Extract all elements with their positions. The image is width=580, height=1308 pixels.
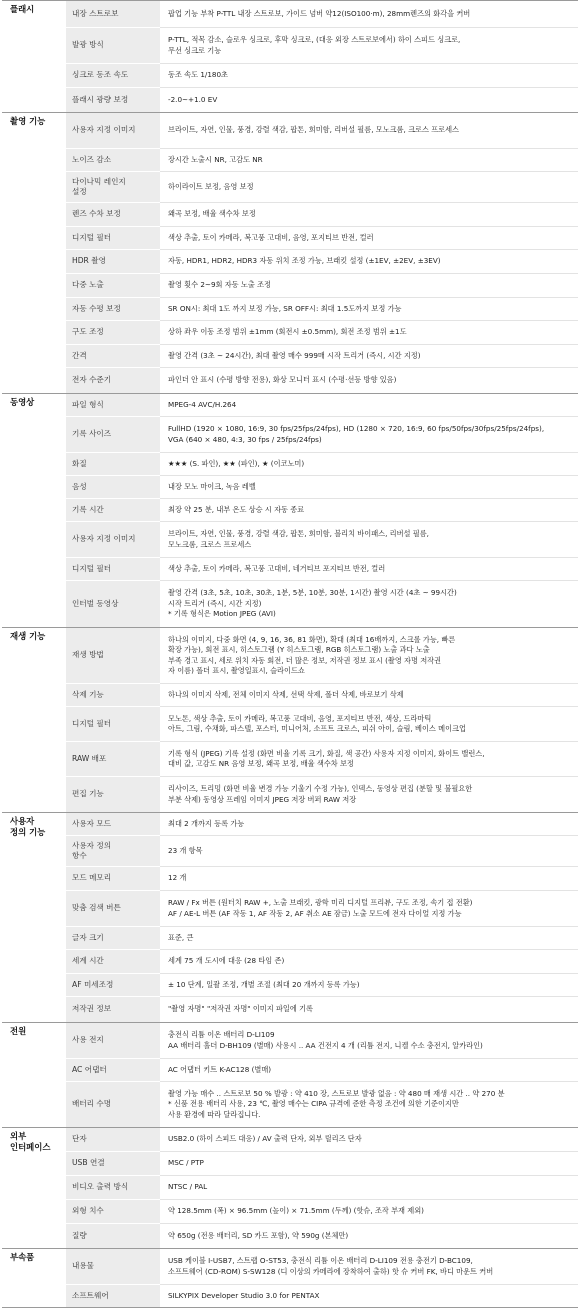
spec-value: 내장 모노 마이크, 녹음 레벨 [160,476,578,499]
spec-value: 12 개 [160,867,578,891]
spec-label: 외형 치수 [66,1200,160,1224]
spec-label: HDR 촬영 [66,250,160,274]
spec-label: 저작권 정보 [66,997,160,1023]
spec-value: 장시간 노출시 NR, 고감도 NR [160,149,578,172]
spec-label: 삭제 기능 [66,684,160,707]
spec-label: 싱크로 동조 속도 [66,64,160,88]
spec-label: 단자 [66,1128,160,1152]
spec-value: AC 어댑터 키트 K-AC128 (별매) [160,1059,578,1082]
spec-value: -2.0~+1.0 EV [160,88,578,113]
spec-value: 브라이트, 자연, 인물, 풍경, 강렬 색감, 팝톤, 희미함, 리버설 필름, 모노크롬, 크로스 프로세스 [160,113,578,149]
spec-label: 모드 메모리 [66,867,160,891]
spec-label: 다중 노출 [66,274,160,298]
spec-value: 하나의 이미지 삭제, 전체 이미지 삭제, 선택 삭제, 폴더 삭제, 바로보기 삭제 [160,684,578,707]
spec-label: 사용자 지정 이미지 [66,113,160,149]
spec-label: RAW 배포 [66,742,160,777]
spec-label: 자동 수평 보정 [66,298,160,321]
spec-label: 렌즈 수차 보정 [66,203,160,227]
spec-label: 맞춤 검색 버튼 [66,891,160,927]
spec-label: 디지털 필터 [66,558,160,581]
spec-value: 동조 속도 1/180초 [160,64,578,88]
spec-value: 파인더 안 표시 (수평 방향 전용), 화상 모니터 표시 (수평·선등 방향 있음) [160,368,578,394]
spec-value: 표준, 큰 [160,927,578,950]
spec-label: 전자 수준기 [66,368,160,394]
spec-value: 팝업 기능 부착 P-TTL 내장 스트로보, 가이드 넘버 약12(ISO100·m), 28mm렌즈의 화각을 커버 [160,1,578,28]
spec-value: 리사이즈, 트리밍 (화면 비율 변경 가능 기울기 수정 가능), 인덱스, 동영상 편집 (분할 및 불필요한 부분 삭제) 동영상 프레임 이미지 JPEG 저장 버퍼 RAW 저장 [160,777,578,813]
spec-value: 최대 2 개까지 등록 가능 [160,813,578,836]
spec-value: 23 개 항목 [160,836,578,867]
spec-value: MPEG-4 AVC/H.264 [160,394,578,417]
spec-label: 화질 [66,453,160,476]
section-title: 재생 기능 [2,628,66,813]
spec-label: 파일 형식 [66,394,160,417]
spec-value: 촬영 횟수 2~9회 자동 노출 조정 [160,274,578,298]
spec-value: USB 케이블 I-USB7, 스트랩 O-ST53, 충전식 리튬 이온 배터리 D-LI109 전용 충전기 D-BC109, 소프트웨어 (CD-ROM) S-SW128 (디 이상의 카메라에 장착하여 출하) 핫 슈 커버 FK, 바디 마운트 커버 [160,1249,578,1285]
spec-label: 디지털 필터 [66,707,160,742]
spec-value: USB2.0 (하이 스피드 대응) / AV 출력 단자, 외부 릴리즈 단자 [160,1128,578,1152]
spec-label: 다이나믹 레인지 설정 [66,172,160,203]
spec-label: 간격 [66,345,160,368]
spec-value: 하이라이트 보정, 음영 보정 [160,172,578,203]
spec-value: ★★★ (S. 파인), ★★ (파인), ★ (이코노미) [160,453,578,476]
spec-label: 기록 사이즈 [66,417,160,453]
spec-label: 노이즈 감소 [66,149,160,172]
spec-value: ± 10 단계, 일괄 조정, 개별 조절 (최대 20 개까지 등록 가능) [160,974,578,997]
spec-value: 자동, HDR1, HDR2, HDR3 자동 위치 조정 가능, 브래킷 설정 (±1EV, ±2EV, ±3EV) [160,250,578,274]
spec-value: 촬영 간격 (3초, 5초, 10초, 30초, 1분, 5분, 10분, 30분, 1시간) 촬영 시간 (4초 ~ 99시간) 시작 트리거 (즉시, 시간 지정) * 기록 형식은 Motion JPEG (AVI) [160,581,578,628]
spec-label: 사용자 정의 항수 [66,836,160,867]
spec-label: AC 어댑터 [66,1059,160,1082]
spec-table [2,0,578,1308]
section-title: 부속품 [2,1249,66,1308]
spec-value: RAW / Fx 버튼 (원터치 RAW +, 노출 브래킷, 광학 미리 디지털 프리뷰, 구도 조정, 속기 접 전환) AF / AE-L 버튼 (AF 작동 1, AF 작동 2, AF 취소 AE 잠금) 노출 모드에 전자 다이얼 지정 가능 [160,891,578,927]
spec-value: NTSC / PAL [160,1176,578,1200]
spec-label: 플래시 광량 보정 [66,88,160,113]
spec-label: 편집 기능 [66,777,160,813]
spec-value: 색상 추출, 토이 카메라, 복고풍 고대비, 네거티브 포지티브 반전, 컬러 [160,558,578,581]
spec-value: 촬영 가능 매수 .. 스트로보 50 % 발광 : 약 410 장, 스트로보 발광 없음 : 약 480 매 재생 시간 .. 약 270 분 * 신품 전용 배터리 사용, 23 ℃, 촬영 매수는 CIPA 규격에 준한 측정 조건에 의한 기준이지만 사용 환경에 따라 달라집니다. [160,1082,578,1128]
spec-value: "촬영 자명" "저작권 자명" 이미지 파일에 기록 [160,997,578,1023]
spec-label: 세계 시간 [66,950,160,974]
section-title: 전원 [2,1023,66,1128]
spec-label: 구도 조정 [66,321,160,345]
spec-label: AF 미세조정 [66,974,160,997]
section-title: 외부 인터페이스 [2,1128,66,1249]
spec-label: 발광 방식 [66,28,160,64]
spec-label: 질량 [66,1224,160,1249]
spec-value: 하나의 이미지, 다중 화면 (4, 9, 16, 36, 81 화면), 확대 (최대 16배까지, 스크롤 가능, 빠른 확장 가능), 회전 표시, 히스토그램 (Y 히스토그램, RGB 히스토그램) 노출 과다 노출 부족 경고 표시, 세로 위치 자동 회전, 더 많은 정보, 저작권 정보 표시 (촬영 자명 저작권 자 이름) 폴더 표시, 촬영일표시, 슬라이드쇼 [160,628,578,684]
spec-label: 비디오 출력 방식 [66,1176,160,1200]
spec-label: 인터벌 동영상 [66,581,160,628]
spec-value: 약 128.5mm (폭) × 96.5mm (높이) × 71.5mm (두께) (핫슈, 조작 부재 제외) [160,1200,578,1224]
section-title: 플래시 [2,1,66,113]
spec-label: 기록 시간 [66,499,160,522]
spec-label: USB 연결 [66,1152,160,1176]
section-title: 동영상 [2,394,66,628]
spec-value: MSC / PTP [160,1152,578,1176]
spec-label: 소프트웨어 [66,1285,160,1308]
spec-value: 모노톤, 색상 추출, 토이 카메라, 복고풍 고대비, 음영, 포지티브 반전, 색상, 드라마틱 아트, 그림, 수채화, 파스텔, 포스터, 미니어처, 소프트 크로스, 피쉬 아이, 슬림, 베이스 메이크업 [160,707,578,742]
spec-value: 색상 추출, 토이 카메라, 복고풍 고대비, 음영, 포지티브 반전, 컬러 [160,227,578,250]
spec-label: 글자 크기 [66,927,160,950]
spec-label: 사용자 모드 [66,813,160,836]
spec-label: 사용자 지정 이미지 [66,522,160,558]
spec-value: 최장 약 25 분, 내부 온도 상승 시 자동 종료 [160,499,578,522]
spec-value: SR ON시: 최대 1도 까지 보정 가능, SR OFF시: 최대 1.5도까지 보정 가능 [160,298,578,321]
section-title: 촬영 기능 [2,113,66,394]
spec-label: 재생 방법 [66,628,160,684]
spec-label: 사용 전지 [66,1023,160,1059]
spec-value: 브라이트, 자연, 인물, 풍경, 강렬 색감, 팝톤, 희미함, 블리치 바이패스, 리버설 필름, 모노크롬, 크로스 프로세스 [160,522,578,558]
spec-label: 내장 스트로보 [66,1,160,28]
spec-value: 왜곡 보정, 배율 색수차 보정 [160,203,578,227]
spec-value: 기록 형식 (JPEG) 기록 설정 (화면 비율 기록 크기, 화질, 색 공간) 사용자 지정 이미지, 화이트 밸런스, 대비 값, 고감도 NR 음영 보정, 왜곡 보정, 배율 색수차 보정 [160,742,578,777]
spec-value: 촬영 간격 (3초 ~ 24시간), 최대 촬영 매수 999매 시작 트리거 (즉시, 시간 지정) [160,345,578,368]
spec-label: 음성 [66,476,160,499]
spec-value: P-TTL, 적목 감소, 슬로우 싱크로, 후막 싱크로, (대응 외장 스트로보에서) 하이 스피드 싱크로, 무선 싱크로 기능 [160,28,578,64]
spec-value: 약 650g (전용 배터리, SD 카드 포함), 약 590g (본체만) [160,1224,578,1249]
spec-value: SILKYPIX Developer Studio 3.0 for PENTAX [160,1285,578,1308]
section-title: 사용자 정의 기능 [2,813,66,1023]
spec-label: 내용물 [66,1249,160,1285]
spec-value: 세계 75 개 도시에 대응 (28 타임 존) [160,950,578,974]
spec-value: 충전식 리튬 이온 배터리 D-LI109 AA 배터리 홀더 D-BH109 (별매) 사용시 .. AA 건전지 4 개 (리튬 전지, 니켈 수소 충전지, 알카라인) [160,1023,578,1059]
spec-label: 디지털 필터 [66,227,160,250]
spec-label: 배터리 수명 [66,1082,160,1128]
spec-value: FullHD (1920 × 1080, 16:9, 30 fps/25fps/24fps), HD (1280 × 720, 16:9, 60 fps/50fps/30fps/25fps/24fps), VGA (640 × 480, 4:3, 30 fps / 25fps/24fps) [160,417,578,453]
spec-value: 상하 좌우 이동 조정 범위 ±1mm (회전시 ±0.5mm), 회전 조정 범위 ±1도 [160,321,578,345]
